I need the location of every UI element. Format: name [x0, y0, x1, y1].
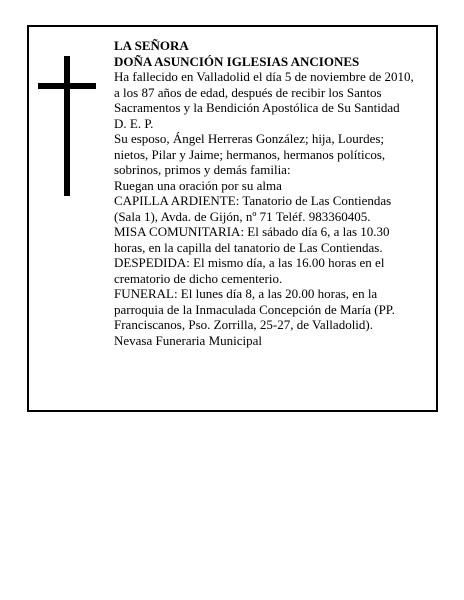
cross-icon-bar — [38, 83, 96, 89]
obituary-text — [114, 38, 414, 348]
farewell-info: DESPEDIDA: El mismo día, a las 16.00 horas en el crematorio de dicho cementerio. — [114, 255, 385, 286]
family-list: Su esposo, Ángel Herreras González; hija, Lourdes; nietos, Pilar y Jaime; hermanos, hermanos políticos, sobrinos, primos y demás familia: — [114, 131, 386, 177]
funeral-info: FUNERAL: El lunes día 8, a las 20.00 horas, en la parroquia de la Inmaculada Concepción de María (PP. Franciscanos, Pso. Zorrilla, 25-27, de Valladolid). — [114, 286, 395, 332]
prayer-request: Ruegan una oración por su alma — [114, 177, 282, 193]
rip-abbreviation: D. E. P. — [114, 115, 154, 131]
funeral-chapel-info: CAPILLA ARDIENTE: Tanatorio de Las Contiendas (Sala 1), Avda. de Gijón, nº 71 Teléf. 983360405. — [114, 193, 392, 224]
funeral-home-name: Nevasa Funeraria Municipal — [114, 332, 263, 348]
death-announcement: Ha fallecido en Valladolid el día 5 de noviembre de 2010, a los 87 años de edad, después de recibir los Santos Sacramentos y la Bendición Apostólica de Su Santidad — [114, 69, 414, 115]
deceased-name: DOÑA ASUNCIÓN IGLESIAS ANCIONES — [114, 53, 360, 69]
deceased-title: LA SEÑORA — [114, 38, 189, 53]
cross-icon — [64, 56, 70, 196]
community-mass-info: MISA COMUNITARIA: El sábado día 6, a las 10.30 horas, en la capilla del tanatorio de Las Contiendas. — [114, 224, 390, 255]
